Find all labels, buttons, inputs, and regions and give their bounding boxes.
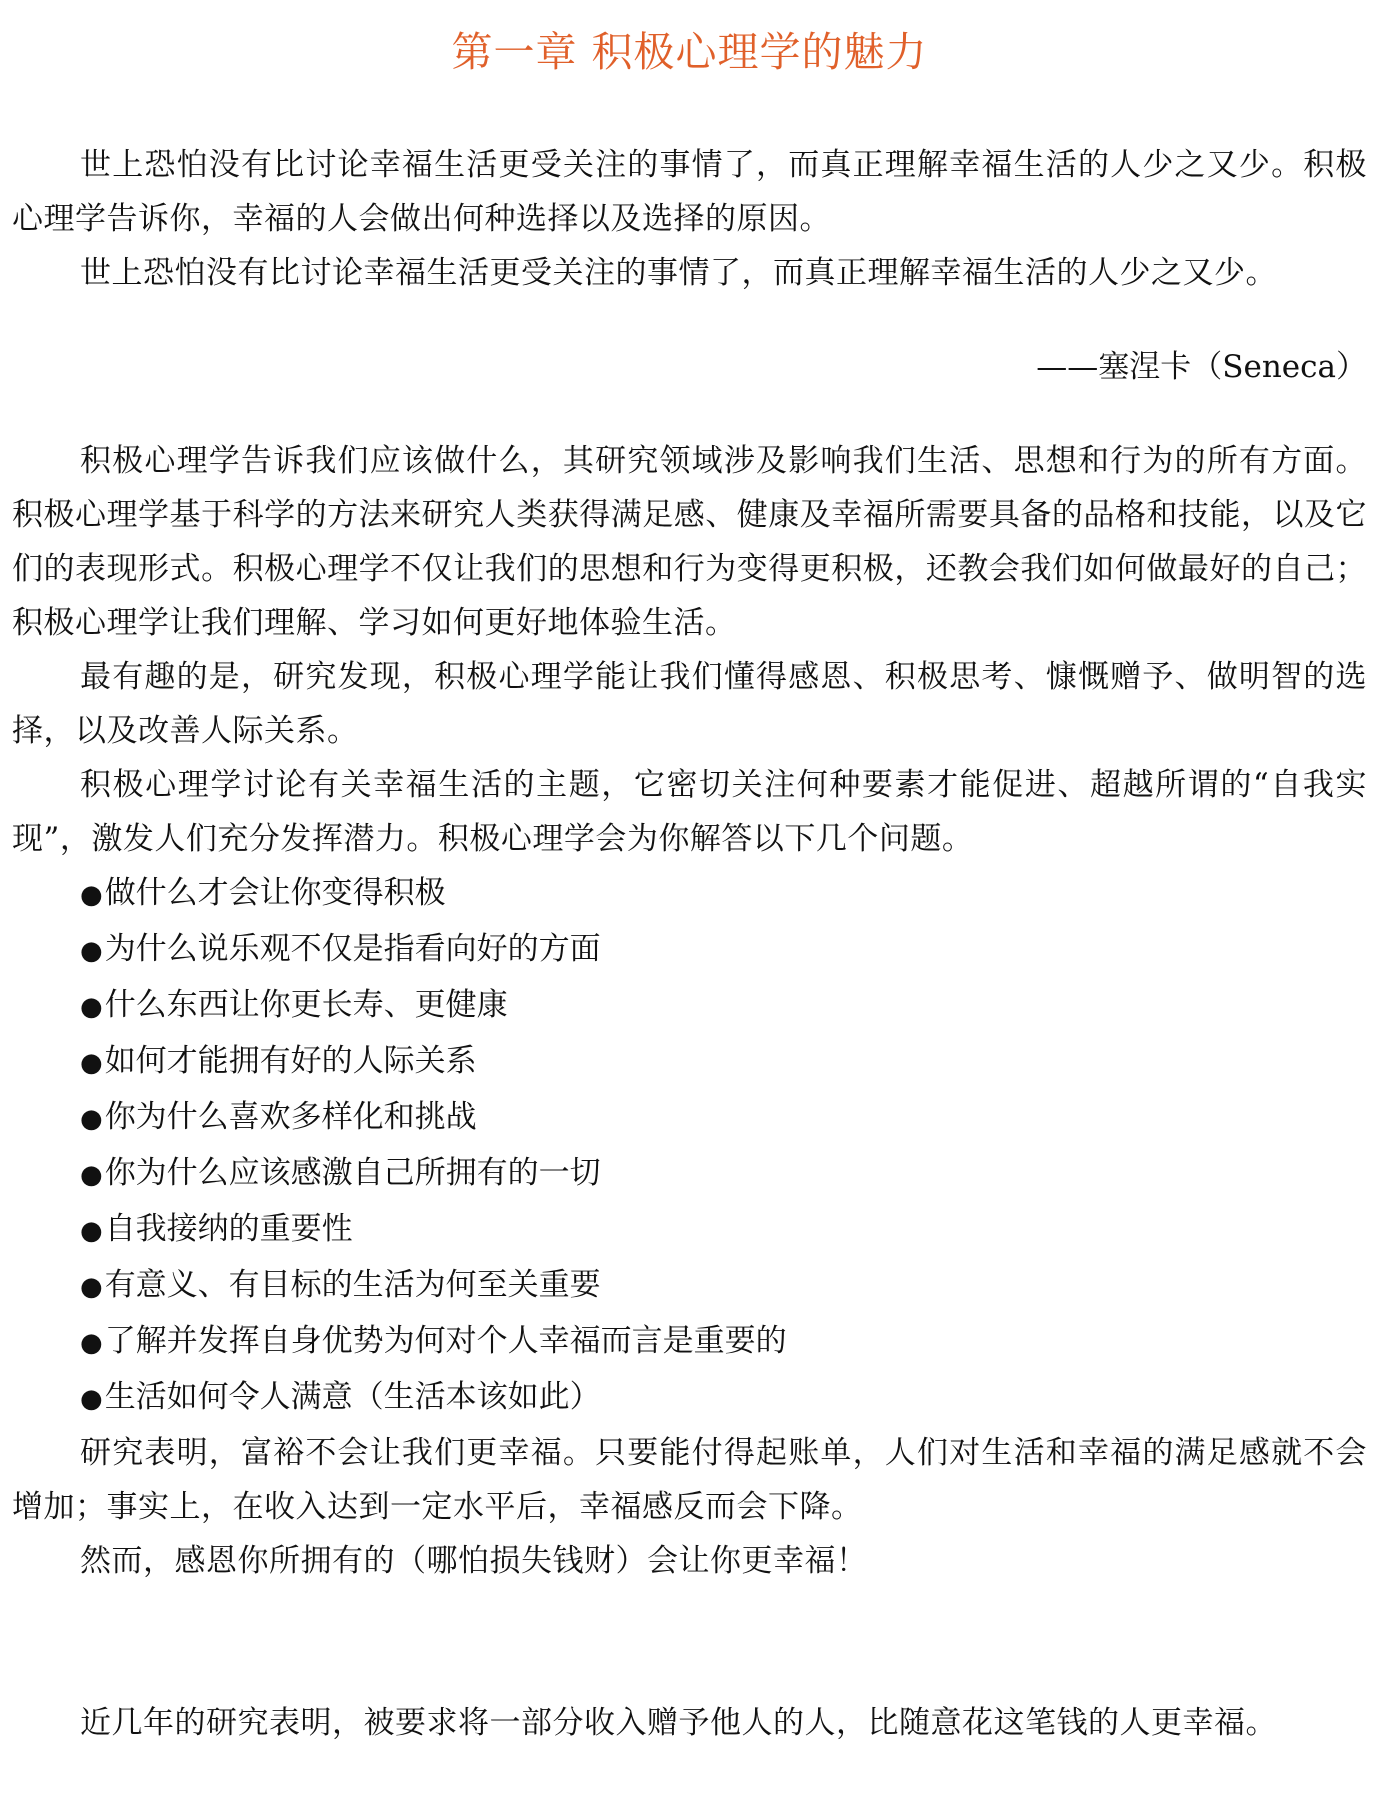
list-item-text: 生活如何令人满意（生活本该如此） <box>104 1379 601 1415</box>
bullet-icon: ● <box>80 1384 103 1414</box>
bullet-icon: ● <box>80 880 103 910</box>
after-paragraph-2: 然而，感恩你所拥有的（哪怕损失钱财）会让你更幸福！ <box>80 1543 868 1579</box>
list-item-text: 为什么说乐观不仅是指看向好的方面 <box>104 931 601 967</box>
list-item-text: 什么东西让你更长寿、更健康 <box>104 987 508 1023</box>
list-item-text: 了解并发挥自身优势为何对个人幸福而言是重要的 <box>104 1323 787 1359</box>
bullet-icon: ● <box>80 1104 103 1134</box>
after-paragraph-1: 研究表明，富裕不会让我们更幸福。只要能付得起账单，人们对生活和幸福的满足感就不会增加；事实上，在收入达到一定水平后，幸福感反而会下降。 <box>12 1435 1367 1525</box>
epigraph <box>12 138 1367 394</box>
body-paragraph-2: 最有趣的是，研究发现，积极心理学能让我们懂得感恩、积极思考、慷慨赠予、做明智的选择，以及改善人际关系。 <box>12 659 1367 749</box>
body-text <box>12 434 1367 1750</box>
list-item-text: 自我接纳的重要性 <box>104 1211 353 1247</box>
epigraph-attribution: ——塞涅卡（Seneca） <box>1036 349 1367 385</box>
bullet-icon: ● <box>80 1160 103 1190</box>
bullet-icon: ● <box>80 1328 103 1358</box>
list-item <box>12 1034 1367 1090</box>
list-item <box>12 866 1367 922</box>
list-item-text: 你为什么喜欢多样化和挑战 <box>104 1099 477 1135</box>
list-item <box>12 1090 1367 1146</box>
list-item <box>12 1314 1367 1370</box>
epigraph-paragraph-2: 世上恐怕没有比讨论幸福生活更受关注的事情了，而真正理解幸福生活的人少之又少。 <box>80 255 1277 291</box>
list-item <box>12 978 1367 1034</box>
bullet-icon: ● <box>80 1216 103 1246</box>
epigraph-paragraph-1: 世上恐怕没有比讨论幸福生活更受关注的事情了，而真正理解幸福生活的人少之又少。积极心理学告诉你，幸福的人会做出何种选择以及选择的原因。 <box>12 147 1367 237</box>
bullet-icon: ● <box>80 936 103 966</box>
list-item-text: 你为什么应该感激自己所拥有的一切 <box>104 1155 601 1191</box>
list-item <box>12 1258 1367 1314</box>
list-item <box>12 1146 1367 1202</box>
bullet-icon: ● <box>80 1048 103 1078</box>
list-item <box>12 1370 1367 1426</box>
chapter-title: 第一章 积极心理学的魅力 <box>451 28 928 76</box>
question-list <box>12 866 1367 1426</box>
section-spacer <box>12 1588 1367 1696</box>
closing-paragraph: 近几年的研究表明，被要求将一部分收入赠予他人的人，比随意花这笔钱的人更幸福。 <box>80 1705 1277 1741</box>
list-item-text: 如何才能拥有好的人际关系 <box>104 1043 477 1079</box>
bullet-icon: ● <box>80 992 103 1022</box>
list-item <box>12 1202 1367 1258</box>
body-paragraph-3: 积极心理学讨论有关幸福生活的主题，它密切关注何种要素才能促进、超越所谓的“自我实现”，激发人们充分发挥潜力。积极心理学会为你解答以下几个问题。 <box>12 767 1367 857</box>
list-item-text: 有意义、有目标的生活为何至关重要 <box>104 1267 601 1303</box>
list-item <box>12 922 1367 978</box>
bullet-icon: ● <box>80 1272 103 1302</box>
body-paragraph-1: 积极心理学告诉我们应该做什么，其研究领域涉及影响我们生活、思想和行为的所有方面。积极心理学基于科学的方法来研究人类获得满足感、健康及幸福所需要具备的品格和技能，以及它们的表现形式。积极心理学不仅让我们的思想和行为变得更积极，还教会我们如何做最好的自己；积极心理学让我们理解、学习如何更好地体验生活。 <box>12 443 1367 641</box>
list-item-text: 做什么才会让你变得积极 <box>104 875 446 911</box>
